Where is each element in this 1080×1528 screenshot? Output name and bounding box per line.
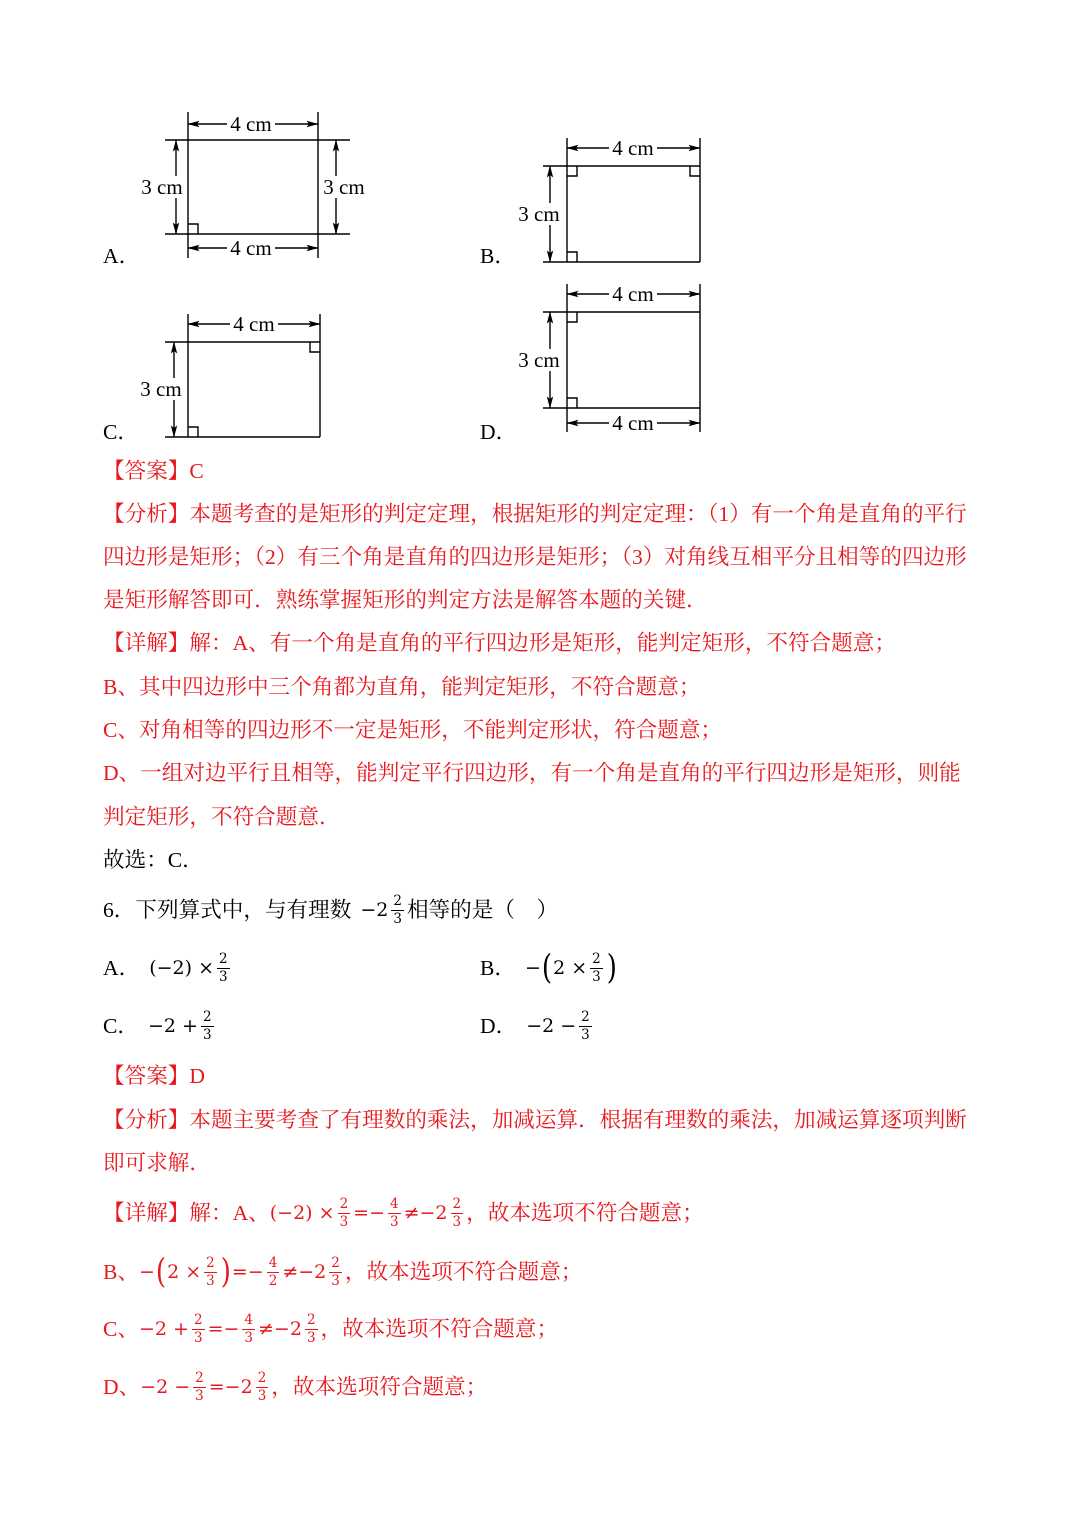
q6-detail-b-inner: 2 × (167, 1261, 202, 1283)
figure-d-right-angle-mark (567, 312, 577, 322)
figure-c-right-angle-mark (188, 427, 198, 437)
q6-detail-a-not-equal: ≠−2 (403, 1202, 448, 1224)
q6-detail-b (103, 1252, 582, 1292)
q6-detail-a-prefix: 【详解】解：A、 (103, 1201, 270, 1225)
fraction-denominator: 3 (592, 968, 601, 985)
q6-detail-b-conclusion: ，故本选项不符合题意； (344, 1260, 583, 1284)
q6-detail-b-rhs-fraction (329, 1256, 342, 1289)
fraction-denominator: 3 (244, 1329, 253, 1346)
q6-detail-b-mid-fraction (267, 1256, 280, 1289)
q6-option-a-label: A． (103, 956, 141, 980)
q5-detail-line: 【详解】解：A、有一个角是直角的平行四边形是矩形，能判定矩形，不符合题意； (103, 631, 896, 655)
fraction-numerator: 2 (393, 892, 402, 909)
q6-detail-b-inner-fraction (204, 1256, 217, 1289)
q5-option-figures (0, 0, 1080, 460)
q6-option-c (103, 1006, 217, 1046)
fraction-numerator: 2 (581, 1008, 590, 1025)
fraction-denominator: 3 (331, 1272, 340, 1289)
q6-detail-a (103, 1193, 704, 1233)
q6-detail-c (103, 1309, 558, 1349)
fraction-denominator: 3 (452, 1213, 462, 1230)
q6-analysis-line: 即可求解． (103, 1151, 211, 1175)
fraction-denominator: 2 (268, 1272, 278, 1289)
q6-detail-c-rhs-fraction (305, 1313, 318, 1346)
fraction-numerator: 4 (390, 1195, 399, 1212)
q6-option-a-fraction (217, 952, 230, 985)
fraction-numerator: 2 (306, 1311, 316, 1328)
fraction-denominator: 3 (393, 910, 402, 927)
q6-option-b-open-paren: ( (541, 948, 553, 988)
figure-a-left-label: 3 cm (141, 175, 183, 199)
q6-option-c-fraction (201, 1010, 214, 1043)
figure-c-right-angle-mark (310, 342, 320, 352)
q6-detail-c-prefix: C、 (103, 1317, 139, 1341)
figure-a-bottom-label: 4 cm (230, 236, 272, 260)
q6-analysis-line: 【分析】本题主要考查了有理数的乘法，加减运算．根据有理数的乘法，加减运算逐项判断 (103, 1108, 967, 1132)
q6-option-b-label: B． (480, 956, 516, 980)
q6-option-b (480, 948, 618, 988)
figure-c-left-label: 3 cm (140, 377, 182, 401)
q6-option-b-sign: − (525, 957, 541, 979)
q5-detail-line: C、对角相等的四边形不一定是矩形，不能判定形状，符合题意； (103, 718, 723, 742)
q6-detail-c-mid-fraction (242, 1313, 255, 1346)
figure-a-dimension-labels (139, 112, 367, 260)
q6-stem (103, 890, 558, 930)
q6-detail-b-equals: =− (231, 1261, 264, 1283)
figure-a-top-label: 4 cm (230, 112, 272, 136)
fraction-numerator: 2 (331, 1254, 340, 1271)
fraction-numerator: 2 (339, 1195, 349, 1212)
fraction-numerator: 2 (195, 1369, 204, 1386)
q6-option-b-inner: 2 × (553, 957, 588, 979)
fraction-denominator: 3 (195, 1387, 204, 1404)
figure-d-top-label: 4 cm (612, 282, 654, 306)
figure-d-dimension-labels (515, 282, 657, 435)
figure-a-right-angle-mark (188, 224, 198, 234)
q6-detail-b-close-paren: ) (220, 1252, 231, 1292)
q6-option-a (103, 948, 233, 988)
fraction-denominator: 3 (193, 1329, 203, 1346)
fraction-numerator: 2 (219, 950, 228, 967)
q6-detail-d (103, 1367, 487, 1407)
figure-b-right-angle-mark (567, 166, 577, 176)
figure-c-top-label: 4 cm (233, 312, 275, 336)
figure-a-right-label: 3 cm (323, 175, 365, 199)
q6-option-c-expression: −2 + (148, 1015, 198, 1037)
q5-detail-line: 判定矩形，不符合题意． (103, 805, 341, 829)
q5-detail-line: D、一组对边平行且相等，能判定平行四边形，有一个角是直角的平行四边形是矩形，则能 (103, 761, 961, 785)
fraction-numerator: 4 (244, 1311, 253, 1328)
fraction-denominator: 3 (390, 1213, 399, 1230)
q6-stem-prefix: 6．下列算式中，与有理数 (103, 898, 352, 922)
q6-option-d-expression: −2 − (526, 1015, 577, 1037)
q6-detail-a-lhs: (−2) × (269, 1202, 335, 1224)
q6-detail-b-not-equal: ≠−2 (282, 1261, 327, 1283)
fraction-numerator: 2 (193, 1311, 203, 1328)
q6-option-a-expression: (−2) × (149, 957, 214, 979)
option-a-label: A． (103, 244, 141, 268)
q6-answer: 【答案】D (103, 1064, 205, 1088)
q6-detail-c-lhs: −2 + (139, 1318, 189, 1340)
fraction-numerator: 2 (202, 1008, 212, 1025)
q6-stem-fraction (391, 894, 404, 927)
q5-analysis-line: 【分析】本题考查的是矩形的判定定理，根据矩形的判定定理：（1）有一个角是直角的平行 (103, 502, 967, 526)
fraction-numerator: 2 (592, 950, 601, 967)
fraction-numerator: 4 (268, 1254, 278, 1271)
option-c-label: C． (103, 420, 139, 444)
q6-detail-a-lhs-fraction (338, 1197, 351, 1230)
fraction-denominator: 3 (306, 1329, 316, 1346)
fraction-denominator: 3 (581, 1026, 590, 1043)
figure-b-left-label: 3 cm (518, 202, 560, 226)
q6-detail-c-not-equal: ≠−2 (258, 1318, 302, 1340)
q6-detail-a-equals: =− (353, 1202, 385, 1224)
fraction-denominator: 3 (219, 968, 228, 985)
fraction-numerator: 2 (257, 1369, 267, 1386)
q6-detail-a-mid-fraction (388, 1197, 401, 1230)
figure-d-left-label: 3 cm (518, 348, 560, 372)
figure-d (543, 284, 700, 432)
option-d-label: D． (480, 420, 518, 444)
q6-detail-d-lhs-fraction (193, 1371, 206, 1404)
figure-d-right-angle-mark (567, 398, 577, 408)
q6-detail-c-lhs-fraction (192, 1313, 205, 1346)
q5-analysis-line: 是矩形解答即可．熟练掌握矩形的判定方法是解答本题的关键． (103, 588, 708, 612)
fraction-denominator: 3 (202, 1026, 212, 1043)
q6-detail-b-sign: − (139, 1261, 155, 1283)
q6-option-c-label: C． (103, 1014, 139, 1038)
fraction-denominator: 3 (339, 1213, 349, 1230)
option-b-label: B． (480, 244, 516, 268)
figure-d-bottom-label: 4 cm (612, 411, 654, 435)
fraction-numerator: 2 (206, 1254, 215, 1271)
q6-detail-b-open-paren: ( (155, 1252, 167, 1292)
q5-answer: 【答案】C (103, 459, 204, 483)
q5-detail-line: B、其中四边形中三个角都为直角，能判定矩形，不符合题意； (103, 675, 701, 699)
fraction-numerator: 2 (452, 1195, 462, 1212)
q6-stem-suffix: 相等的是（ ） (406, 898, 559, 922)
figure-c-dimension-labels (138, 312, 278, 401)
figure-b-dimension-labels (515, 136, 657, 226)
fraction-denominator: 3 (206, 1272, 215, 1289)
q5-conclusion: 故选：C． (103, 848, 204, 872)
q6-option-d (480, 1006, 595, 1046)
q6-option-b-fraction (590, 952, 603, 985)
q6-detail-d-conclusion: ，故本选项符合题意； (271, 1375, 488, 1399)
q6-detail-d-lhs: −2 − (140, 1376, 191, 1398)
figure-b-top-label: 4 cm (612, 136, 654, 160)
q6-detail-a-conclusion: ，故本选项不符合题意； (466, 1201, 704, 1225)
figure-b-right-angle-mark (567, 252, 577, 262)
q6-detail-d-prefix: D、 (103, 1375, 141, 1399)
q6-detail-a-rhs-fraction (451, 1197, 464, 1230)
q6-detail-d-equals: =−2 (208, 1376, 253, 1398)
q6-detail-d-rhs-fraction (256, 1371, 269, 1404)
q6-option-b-close-paren: ) (606, 948, 617, 988)
q6-detail-c-equals: =− (207, 1318, 240, 1340)
q5-analysis-line: 四边形是矩形；（2）有三个角是直角的四边形是矩形；（3）对角线互相平分且相等的四边形 (103, 545, 967, 569)
q6-detail-b-prefix: B、 (103, 1260, 139, 1284)
q6-option-d-fraction (579, 1010, 592, 1043)
figure-b-right-angle-mark (690, 166, 700, 176)
q6-detail-c-conclusion: ，故本选项不符合题意； (320, 1317, 559, 1341)
q6-option-d-label: D． (480, 1014, 518, 1038)
q6-stem-number: −2 (360, 899, 389, 921)
fraction-denominator: 3 (257, 1387, 267, 1404)
